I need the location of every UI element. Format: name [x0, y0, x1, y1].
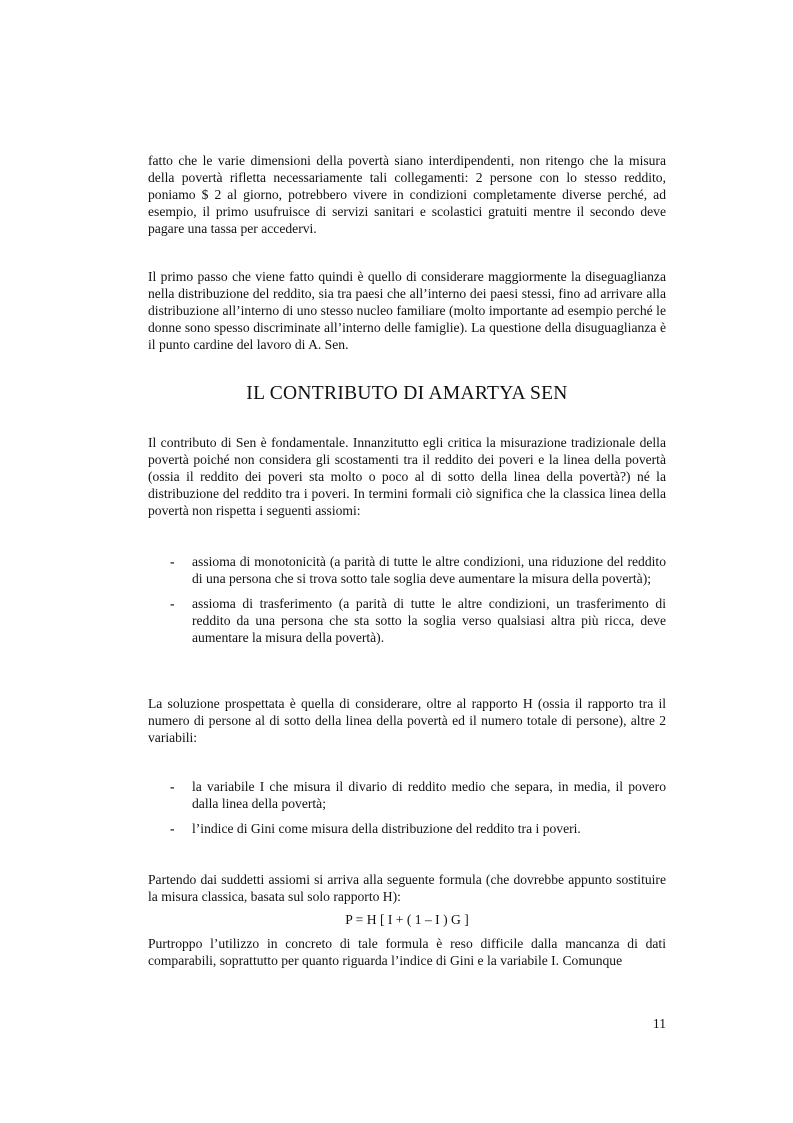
- bullet-dash: -: [170, 821, 175, 836]
- paragraph-formula-intro: Partendo dai suddetti assiomi si arriva alla seguente formula (che dovrebbe appunto sostituire la misura classica, basata sul solo rapporto H):: [148, 872, 666, 904]
- list-item: [148, 820, 666, 837]
- paragraph-sen-contribution: Il contributo di Sen è fondamentale. Innanzitutto egli critica la misurazione tradizionale della povertà poiché non considera gli scostamenti tra il reddito dei poveri e la linea della povertà (ossia il reddito dei poveri sta molto o poco al di sotto della linea della povertà?) né la distribuzione del reddito tra i poveri. In termini formali ciò significa che la classica linea della povertà non rispetta i seguenti assiomi:: [148, 435, 666, 518]
- paragraph-poverty-dimensions: fatto che le varie dimensioni della povertà siano interdipendenti, non ritengo che la misura della povertà rifletta necessariamente tali collegamenti: 2 persone con lo stesso reddito, poniamo $ 2 al giorno, potrebbero vivere in condizioni completamente diverse perché, ad esempio, il primo usufruisce di servizi sanitari e scolastici gratuiti mentre il secondo deve pagare una tassa per accedervi.: [148, 153, 666, 236]
- list-item-text: assioma di trasferimento (a parità di tutte le altre condizioni, un trasferimento di reddito da una persona che sta sotto la soglia verso qualsiasi altra più ricca, deve aumentare la misura della povertà).: [192, 596, 666, 645]
- bullet-dash: -: [170, 779, 175, 794]
- list-item-text: assioma di monotonicità (a parità di tutte le altre condizioni, una riduzione del reddito di una persona che si trova sotto tale soglia deve aumentare la misura della povertà);: [192, 554, 666, 586]
- bullet-dash: -: [170, 596, 175, 611]
- list-item-text: la variabile I che misura il divario di reddito medio che separa, in media, il povero dalla linea della povertà;: [192, 779, 666, 811]
- axioms-list: [148, 553, 666, 646]
- paragraph-solution: La soluzione prospettata è quella di considerare, oltre al rapporto H (ossia il rapporto tra il numero di persone al di sotto della linea della povertà ed il numero totale di persone), altre 2 variabili:: [148, 696, 666, 745]
- paragraph-inequality: Il primo passo che viene fatto quindi è quello di considerare maggiormente la diseguaglianza nella distribuzione del reddito, sia tra paesi che all’interno dei paesi stessi, fino ad arrivare alla distribuzione all’interno di uno stesso nucleo familiare (molto importante ad esempio perché le donne sono spesso discriminate all’interno delle famiglie). La questione della disuguaglianza è il punto cardine del lavoro di A. Sen.: [148, 269, 666, 352]
- paragraph-conclusion: Purtroppo l’utilizzo in concreto di tale formula è reso difficile dalla mancanza di dati comparabili, soprattutto per quanto riguarda l’indice di Gini e la variabile I. Comunque: [148, 936, 666, 968]
- section-title: IL CONTRIBUTO DI AMARTYA SEN: [246, 383, 568, 404]
- list-item: [148, 595, 666, 646]
- list-item: [148, 553, 666, 587]
- bullet-dash: -: [170, 554, 175, 569]
- variables-list: [148, 778, 666, 837]
- list-item: [148, 778, 666, 812]
- formula: P = H [ I + ( 1 – I ) G ]: [345, 912, 469, 927]
- page-number: 11: [652, 1016, 666, 1031]
- list-item-text: l’indice di Gini come misura della distribuzione del reddito tra i poveri.: [192, 821, 581, 836]
